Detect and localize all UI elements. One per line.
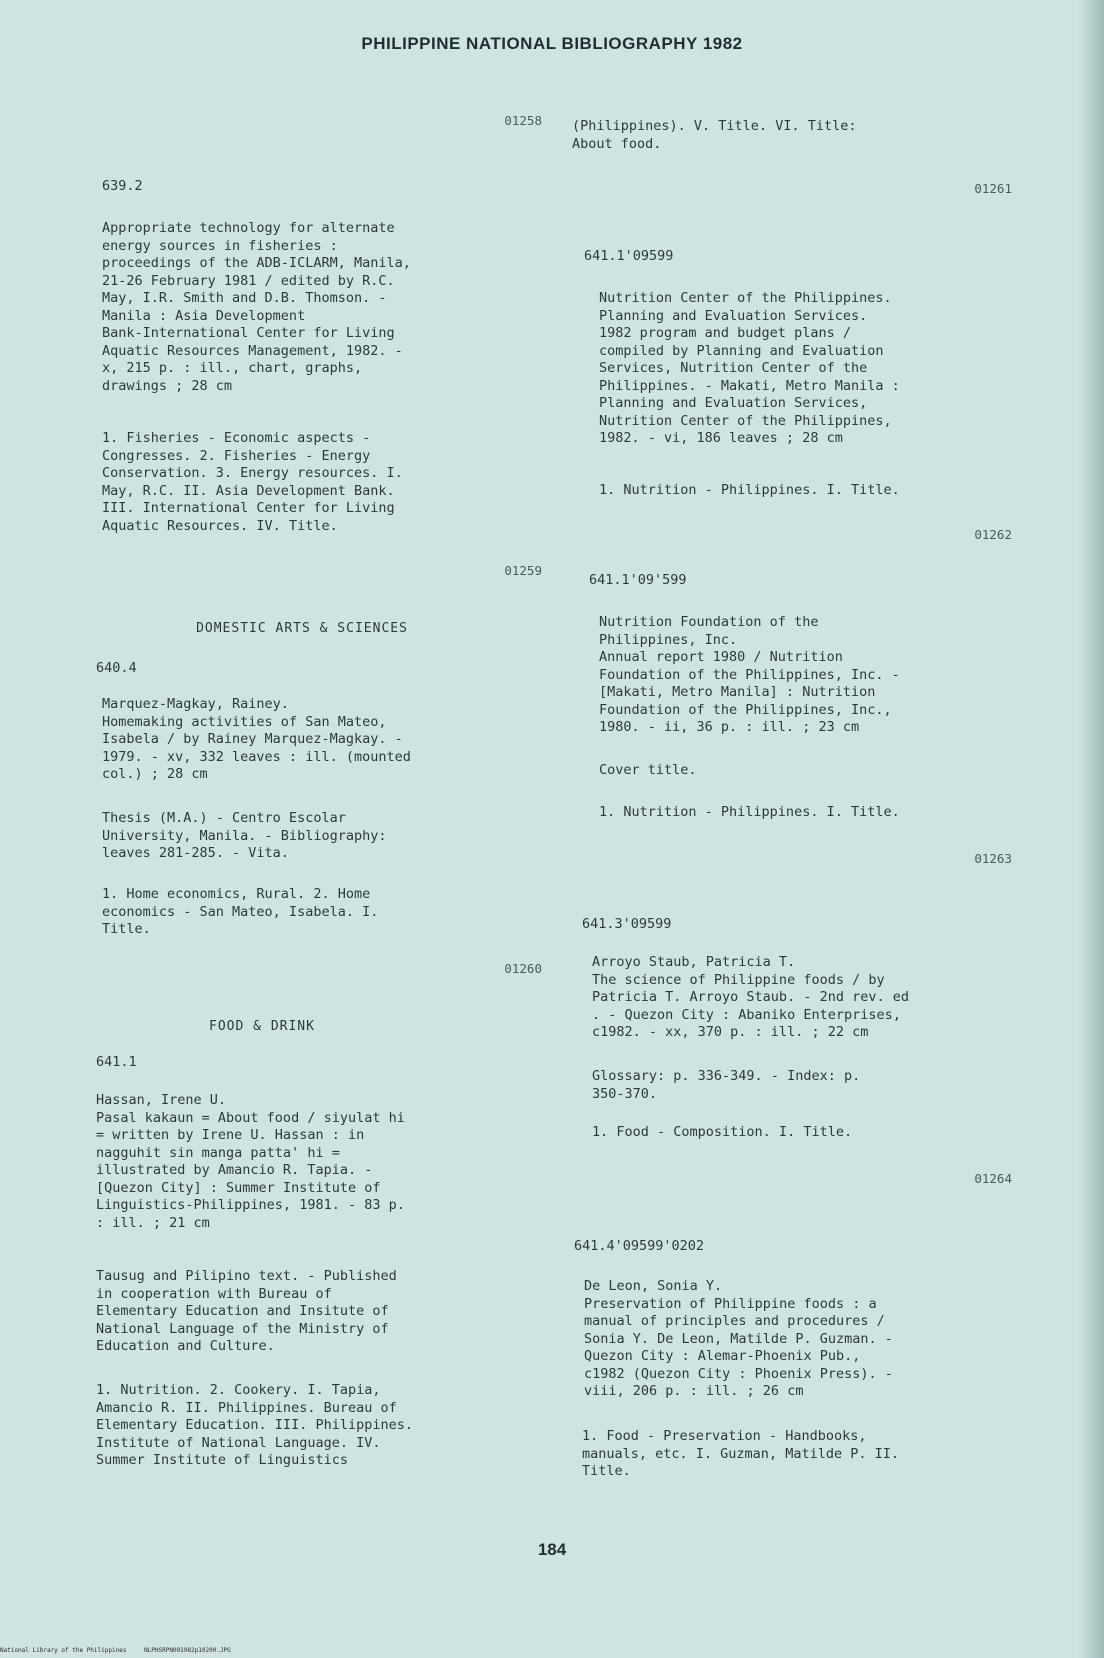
entry-body: Hassan, Irene U. Pasal kakaun = About food / siyulat hi = written by Irene U. Hassan : in nagguhit sin manga patta' hi = illustrated by Amancio R. Tapia. - [Quezon City] : Summer Institute of Linguistics-Philippines, 1981. - 83 p. : ill. ; 21 cm [96,1092,405,1231]
class-number: 641.3'09599 [582,916,672,932]
footer-filename: NLPHSRPN091982p10200.JPG [144,1647,231,1654]
record-number: 01264 [974,1171,1012,1186]
entry-subjects: 1. Food - Preservation - Handbooks, manuals, etc. I. Guzman, Matilde P. II. Title. [582,1428,899,1479]
record-number: 01259 [504,563,542,578]
record-number: 01262 [974,527,1012,542]
record-number: 01263 [974,851,1012,866]
entry-body: Appropriate technology for alternate energy sources in fisheries : proceedings of the ADB-ICLARM, Manila, 21-26 February 1981 / edited by R.C. May, I.R. Smith and D.B. Thomson. - Manila : Asia Development Bank-International Center for Living Aquatic Resources Management, 1982. - x, 215 p. : ill., chart, graphs, drawings ; 28 cm [102,220,411,394]
class-number: 641.1'09'599 [589,572,687,588]
class-number: 639.2 [102,178,143,194]
entry-note: Tausug and Pilipino text. - Published in cooperation with Bureau of Elementary Education and Insitute of National Language of the Ministry of Education and Culture. [96,1268,397,1354]
entry-subjects: 1. Home economics, Rural. 2. Home economics - San Mateo, Isabela. I. Title. [102,886,379,937]
entry-note: Glossary: p. 336-349. - Index: p. 350-370. [592,1068,861,1102]
class-number: 641.1'09599 [584,248,674,264]
entry-body: Arroyo Staub, Patricia T. The science of Philippine foods / by Patricia T. Arroyo Staub. - 2nd rev. ed . - Quezon City : Abaniko Enterprises, c1982. - xx, 370 p. : ill. ; 22 cm [592,954,909,1040]
class-number: 641.1 [96,1054,137,1070]
page-edge-shadow [1078,0,1104,1658]
class-number: 640.4 [96,660,137,676]
entry-note: Cover title. [599,762,697,778]
entry-subjects: 1. Fisheries - Economic aspects - Congresses. 2. Fisheries - Energy Conservation. 3. Energy resources. I. May, R.C. II. Asia Development Bank. III. International Center for Living Aquatic Resources. IV. Title. [102,430,403,534]
record-number: 01261 [974,181,1012,196]
section-heading: FOOD & DRINK [209,1019,315,1034]
entry-subjects: 1. Nutrition - Philippines. I. Title. [599,804,900,820]
entry-subjects: 1. Nutrition. 2. Cookery. I. Tapia, Amancio R. II. Philippines. Bureau of Elementary Education. III. Philippines. Institute of National Language. IV. Summer Institute of Linguistics [96,1382,413,1468]
footer-library: National Library of the Philippines [0,1647,127,1654]
entry-subjects: 1. Nutrition - Philippines. I. Title. [599,482,900,498]
page-number: 184 [537,1540,567,1559]
entry-continuation: (Philippines). V. Title. VI. Title: About food. [572,118,857,152]
entry-body: Marquez-Magkay, Rainey. Homemaking activities of San Mateo, Isabela / by Rainey Marquez-Magkay. - 1979. - xv, 332 leaves : ill. (mounted col.) ; 28 cm [102,696,411,782]
record-number: 01258 [504,113,542,128]
entry-body: Nutrition Center of the Philippines. Planning and Evaluation Services. 1982 program and budget plans / compiled by Planning and Evaluation Services, Nutrition Center of the Philippines. - Makati, Metro Manila : Planning and Evaluation Services, Nutrition Center of the Philippines, 1982. - vi, 186 leaves ; 28 cm [599,290,900,446]
class-number: 641.4'09599'0202 [574,1238,705,1254]
entry-body: De Leon, Sonia Y. Preservation of Philippine foods : a manual of principles and procedures / Sonia Y. De Leon, Matilde P. Guzman. - Quezon City : Alemar-Phoenix Pub., c1982 (Quezon City : Phoenix Press). - viii, 206 p. : ill. ; 26 cm [584,1278,893,1399]
entry-note: Thesis (M.A.) - Centro Escolar University, Manila. - Bibliography: leaves 281-285. - Vita. [102,810,387,861]
scan-footer [0,1647,245,1654]
record-number: 01260 [504,961,542,976]
section-heading: DOMESTIC ARTS & SCIENCES [196,621,408,636]
page-header: PHILIPPINE NATIONAL BIBLIOGRAPHY 1982 [361,34,743,53]
entry-subjects: 1. Food - Composition. I. Title. [592,1124,853,1140]
entry-body: Nutrition Foundation of the Philippines, Inc. Annual report 1980 / Nutrition Foundation of the Philippines, Inc. - [Makati, Metro Manila] : Nutrition Foundation of the Philippines, Inc., 1980. - ii, 36 p. : ill. ; 23 cm [599,614,900,735]
